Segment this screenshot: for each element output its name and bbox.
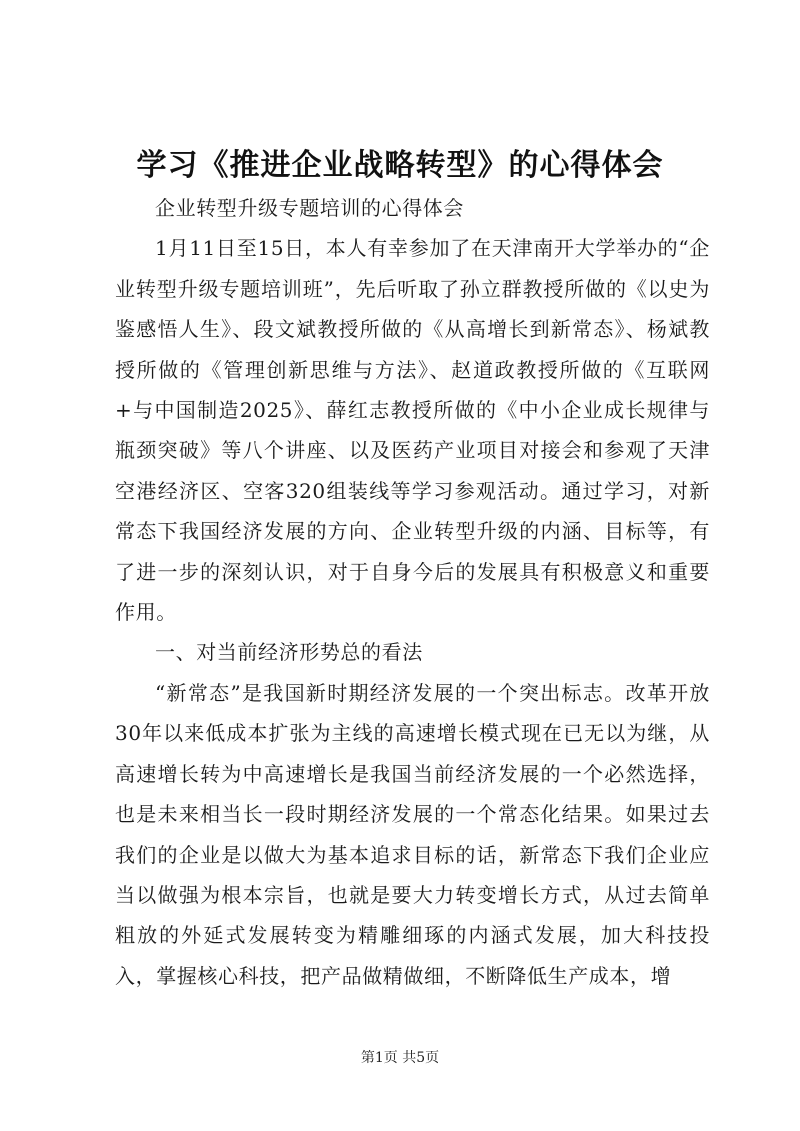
paragraph-subtitle: 企业转型升级专题培训的心得体会 — [155, 196, 464, 220]
paragraph-intro: 1月11日至15日，本人有幸参加了在天津南开大学举办的“企业转型升级专题培训班”，先后听取了孙立群教授所做的《以史为鉴感悟人生》、段文斌教授所做的《从高增长到新常态》、杨斌教授所做的《管理创新思维与方法》、赵道政教授所做的《互联网+与中国制造2025》、薛红志教授所做的《中小企业成长规律与瓶颈突破》等八个讲座、以及医药产业项目对接会和参观了天津空港经济区、空客320组装线等学习参观活动。通过学习，对新常态下我国经济发展的方向、企业转型升级的内涵、目标等，有了进一步的深刻认识，对于自身今后的发展具有积极意义和重要作用。 — [115, 236, 710, 625]
page-number-footer: 第1页 共5页 — [360, 1050, 440, 1066]
paragraph-new-normal: “新常态”是我国新时期经济发展的一个突出标志。改革开放30年以来低成本扩张为主线的高速增长模式现在已无以为继，从高速增长转为中高速增长是我国当前经济发展的一个必然选择，也是未来相当长一段时期经济发展的一个常态化结果。如果过去我们的企业是以做大为基本追求目标的话，新常态下我们企业应当以做强为根本宗旨，也就是要大力转变增长方式，从过去简单粗放的外延式发展转变为精雕细琢的内涵式发展，加大科技投入，掌握核心科技，把产品做精做细，不断降低生产成本，增 — [115, 680, 710, 988]
document-body — [115, 188, 710, 996]
section-heading-1: 一、对当前经济形势总的看法 — [155, 640, 423, 665]
document-title: 学习《推进企业战略转型》的心得体会 — [136, 148, 664, 183]
